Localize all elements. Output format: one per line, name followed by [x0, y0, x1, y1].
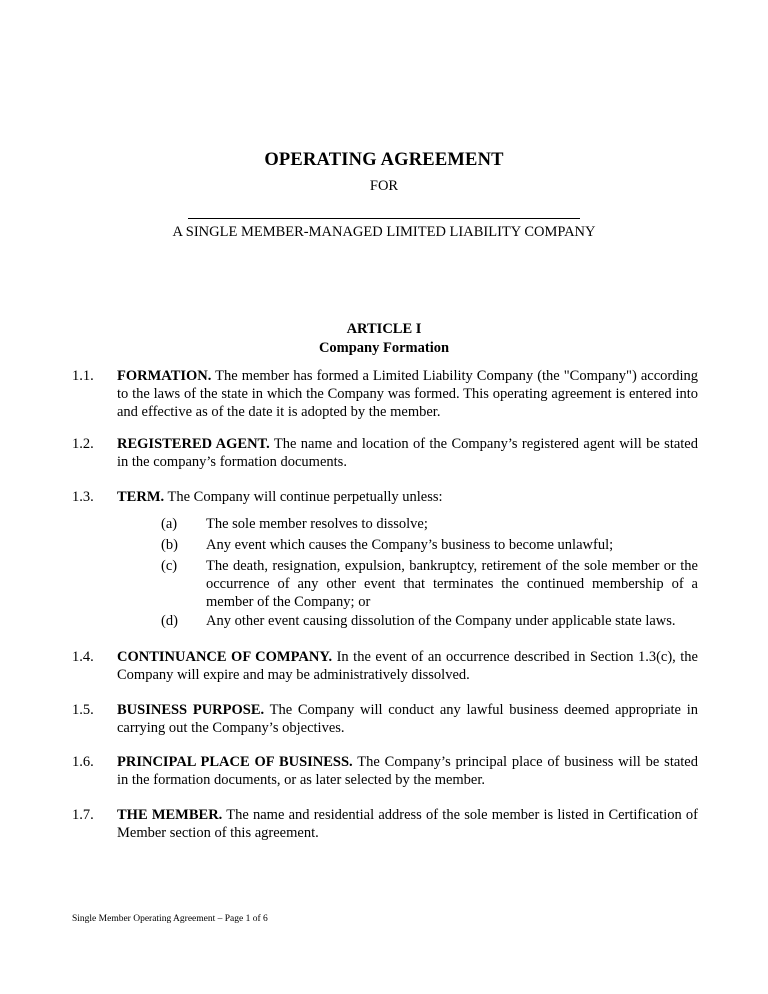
section-principal-place-of-business	[72, 753, 698, 789]
section-body	[117, 488, 698, 506]
for-label: FOR	[369, 178, 399, 194]
section-text: The member has formed a Limited Liability Company (the "Company") according to the laws of the state in which the Company was formed. This operating agreement is entered into and effective as of the date it is adopted by the member.	[117, 368, 698, 420]
section-business-purpose	[72, 701, 698, 737]
section-formation	[72, 367, 698, 421]
term-item-text: The death, resignation, expulsion, bankruptcy, retirement of the sole member or the occurrence of any other event that terminates the continued membership of a member of the Company; or	[206, 558, 698, 610]
section-number: 1.7.	[72, 807, 94, 823]
term-item-text: The sole member resolves to dissolve;	[206, 516, 428, 532]
term-item-text: Any other event causing dissolution of the Company under applicable state laws.	[206, 613, 676, 629]
term-item	[161, 612, 698, 630]
term-item	[161, 536, 698, 554]
section-the-member	[72, 806, 698, 842]
article-title: Company Formation	[318, 340, 450, 356]
section-text: The Company will conduct any lawful business deemed appropriate in carrying out the Company’s objectives.	[117, 702, 698, 736]
document-title: OPERATING AGREEMENT	[264, 150, 504, 170]
section-body	[117, 367, 698, 421]
section-number: 1.1.	[72, 368, 94, 384]
section-heading: REGISTERED AGENT.	[117, 436, 270, 452]
term-item-letter: (d)	[161, 613, 178, 629]
section-heading: TERM.	[117, 489, 165, 505]
section-registered-agent	[72, 435, 698, 471]
term-item-letter: (b)	[161, 537, 178, 553]
section-text: In the event of an occurrence described in Section 1.3(c), the Company will expire and may be administratively dissolved.	[117, 649, 698, 683]
section-text: The name and residential address of the sole member is listed in Certification of Member section of this agreement.	[117, 807, 699, 841]
term-item	[161, 515, 698, 533]
section-continuance-of-company	[72, 648, 698, 684]
section-heading: CONTINUANCE OF COMPANY.	[117, 649, 333, 665]
term-item-letter: (c)	[161, 558, 178, 574]
page-footer: Single Member Operating Agreement – Page 1 of 6	[72, 914, 268, 924]
term-item	[161, 557, 698, 611]
company-type-subtitle: A SINGLE MEMBER-MANAGED LIMITED LIABILITY COMPANY	[172, 224, 596, 240]
section-text: The Company will continue perpetually unless:	[164, 489, 443, 505]
section-number: 1.3.	[72, 489, 94, 505]
section-body	[117, 806, 698, 842]
section-number: 1.5.	[72, 702, 94, 718]
section-number: 1.6.	[72, 754, 94, 770]
term-item-letter: (a)	[161, 516, 178, 532]
section-text: The name and location of the Company’s registered agent will be stated in the company’s formation documents.	[117, 436, 698, 470]
section-body	[117, 753, 698, 789]
section-number: 1.4.	[72, 649, 94, 665]
section-number: 1.2.	[72, 436, 94, 452]
company-name-blank-line	[188, 218, 580, 219]
section-heading: FORMATION.	[117, 368, 212, 384]
article-number: ARTICLE I	[346, 321, 422, 337]
section-body	[117, 648, 698, 684]
section-text: The Company’s principal place of business will be stated in the formation documents, or as later selected by the member.	[117, 754, 698, 788]
section-heading: BUSINESS PURPOSE.	[117, 702, 265, 718]
section-body	[117, 435, 698, 471]
section-heading: PRINCIPAL PLACE OF BUSINESS.	[117, 754, 353, 770]
term-item-text: Any event which causes the Company’s business to become unlawful;	[206, 537, 614, 553]
section-heading: THE MEMBER.	[117, 807, 223, 823]
section-term	[72, 488, 698, 506]
section-body	[117, 701, 698, 737]
